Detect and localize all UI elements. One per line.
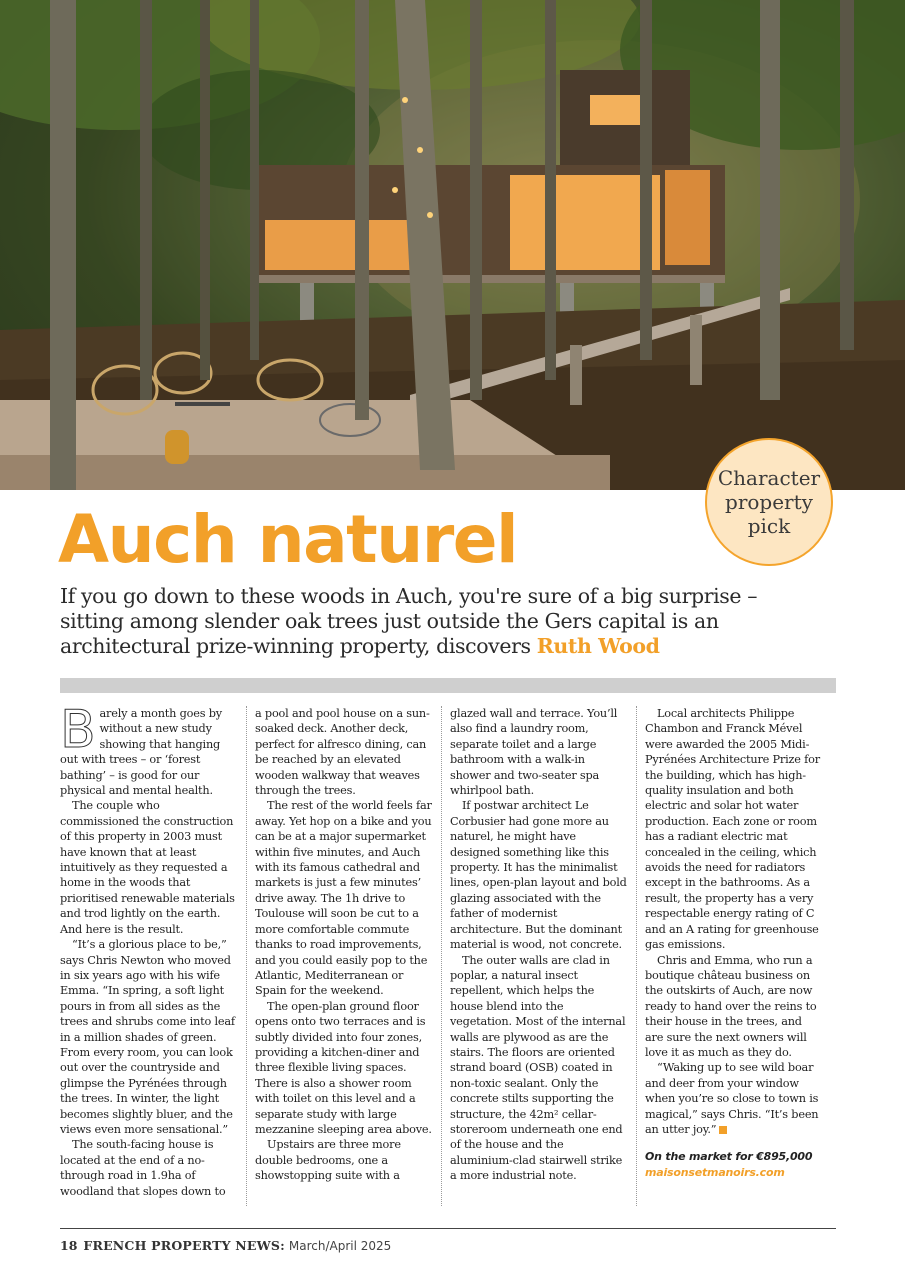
column-separator: [636, 706, 637, 1206]
article-paragraph: If postwar architect Le Corbusier had gone more au naturel, he might have designed something like this property. It has the minimalist lines, open-plan layout and bold glazing associated with the father of modernist architecture. But the dominant material is wood, not concrete.: [450, 799, 627, 952]
article-column-3: [450, 706, 628, 1206]
character-property-badge: Character property pick: [705, 438, 833, 566]
publication-name: FRENCH PROPERTY NEWS:: [83, 1238, 285, 1253]
issue-date: March/April 2025: [288, 1239, 392, 1253]
article-paragraph: “Waking up to see wild boar and deer from your window when you’re so close to town is magical,” says Chris. “It’s been an utter joy.”: [645, 1061, 819, 1136]
article-paragraph: The outer walls are clad in poplar, a natural insect repellent, which helps the house blend into the vegetation. Most of the internal walls are plywood as are the stairs. The floors are oriented strand board (OSB) coated in non-toxic sealant. Only the concrete stilts supporting the structure, the 42m² cellar-storeroom underneath one end of the house and the aluminium-clad stairwell strike a more industrial note.: [450, 953, 626, 1183]
end-mark-icon: [719, 1126, 727, 1134]
article-paragraph: Barely a month goes by without a new study showing that hanging out with trees – or ‘forest bathing’ – is good for our physical and mental health.: [60, 700, 222, 798]
article-paragraph: Local architects Philippe Chambon and Franck Mével were awarded the 2005 Midi-Pyrénées Architecture Prize for the building, which has high-quality insulation and both electric and solar hot water production. Each zone or room has a radiant electric mat concealed in the ceiling, which avoids the need for radiators except in the bathrooms. As a result, the property has a very respectable energy rating of C and an A rating for greenhouse gas emissions.: [645, 707, 820, 952]
standfirst-text: If you go down to these woods in Auch, you're sure of a big surprise – sitting among slender oak trees just outside the Gers capital is an architectural prize-winning property, discovers: [60, 584, 758, 658]
article-paragraph: The south-facing house is located at the end of a no-through road in 1.9ha of woodland that slopes down to: [60, 1138, 226, 1198]
dropcap: B: [60, 700, 96, 760]
divider-bar: [60, 678, 836, 693]
headline: Auch naturel: [58, 501, 518, 578]
article-paragraph: The open-plan ground floor opens onto two terraces and is subtly divided into four zones, providing a kitchen-diner and three flexible living spaces. There is also a shower room with toilet on this level and a separate study with large mezzanine sleeping area above.: [255, 999, 432, 1136]
article-column-4: [645, 706, 823, 1206]
article-paragraph: The couple who commissioned the construction of this property in 2003 must have known that at least intuitively as they requested a home in the woods that prioritised renewable materials and trod lightly on the earth. And here is the result.: [60, 799, 235, 936]
author-name: Ruth Wood: [536, 634, 660, 658]
article-paragraph: Chris and Emma, who run a boutique château business on the outskirts of Auch, are now ready to hand over the reins to their house in the trees, and are sure the next owners will love it as much as they do.: [645, 953, 817, 1059]
article-body: [60, 700, 836, 1206]
page-number: 18: [60, 1238, 78, 1253]
hero-photo: [0, 0, 905, 490]
column-separator: [441, 706, 442, 1206]
column-separator: [246, 706, 247, 1206]
standfirst: [60, 584, 800, 659]
page-footer: [60, 1238, 391, 1253]
forest-house-illustration: [0, 0, 905, 490]
article-paragraph: Upstairs are three more double bedrooms, one a showstopping suite with a: [255, 1138, 401, 1183]
article-paragraph: “It’s a glorious place to be,” says Chris Newton who moved in six years ago with his wife Emma. “In spring, a soft light pours in from all sides as the trees and shrubs come into leaf in a million shades of green. From every room, you can look out over the countryside and glimpse the Pyrénées through the trees. In winter, the light becomes slightly bluer, and the views even more sensational.”: [60, 938, 235, 1136]
footer-rule: [60, 1228, 836, 1229]
article-paragraph: glazed wall and terrace. You’ll also find a laundry room, separate toilet and a large bathroom with a walk-in shower and two-seater spa whirlpool bath.: [450, 707, 618, 798]
market-price: On the market for €895,000: [645, 1150, 813, 1164]
article-paragraph: a pool and pool house on a sun-soaked deck. Another deck, perfect for alfresco dining, can be reached by an elevated wooden walkway that weaves through the trees.: [255, 707, 430, 798]
article-paragraph: The rest of the world feels far away. Yet hop on a bike and you can be at a major supermarket within five minutes, and Auch with its famous cathedral and markets is just a few minutes’ drive away. The 1h drive to Toulouse will soon be cut to a more comfortable commute thanks to road improvements, and you could easily pop to the Atlantic, Mediterranean or Spain for the weekend.: [255, 799, 432, 998]
article-column-1: [60, 700, 238, 1206]
article-column-2: [255, 706, 433, 1206]
agent-website-link[interactable]: maisonsetmanoirs.com: [645, 1165, 785, 1179]
